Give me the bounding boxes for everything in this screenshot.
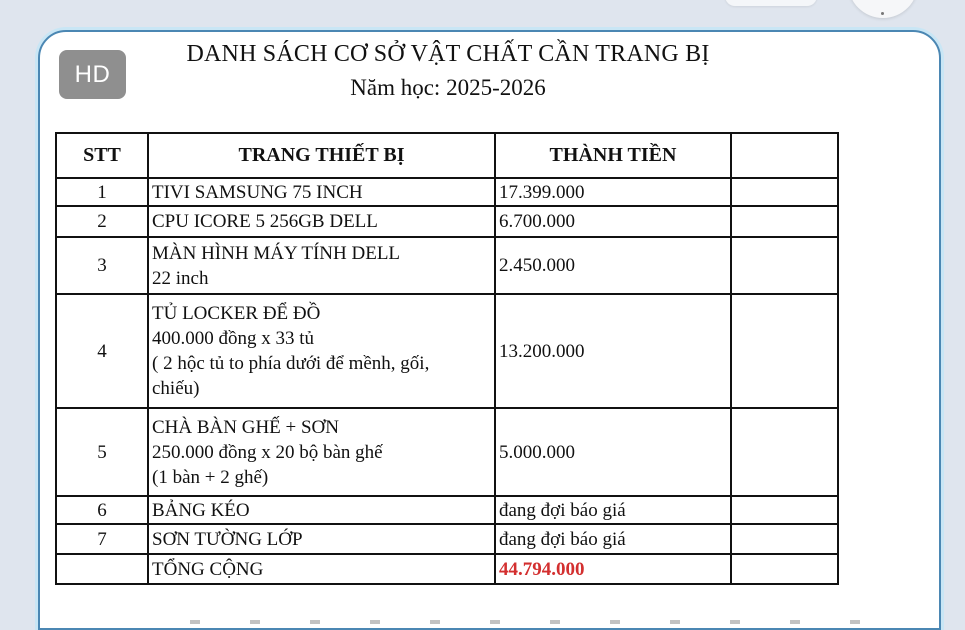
cell-stt: 4 — [56, 294, 148, 408]
table-row — [56, 206, 838, 237]
cell-item — [148, 524, 495, 554]
cell-item — [148, 496, 495, 524]
item-line: 22 inch — [152, 267, 209, 289]
table-row — [56, 237, 838, 294]
item-line: TIVI SAMSUNG 75 INCH — [152, 181, 363, 203]
table-header-row — [56, 133, 838, 178]
item-line: CHÀ BÀN GHẾ + SƠN — [152, 416, 340, 438]
cell-price: 5.000.000 — [495, 408, 731, 496]
item-line: MÀN HÌNH MÁY TÍNH DELL — [152, 242, 401, 264]
equipment-table — [55, 132, 839, 585]
cell-extra — [731, 408, 838, 496]
top-pill-button[interactable] — [725, 0, 817, 6]
cell-price: 6.700.000 — [495, 206, 731, 237]
cell-stt: 7 — [56, 524, 148, 554]
total-label: TỔNG CỘNG — [148, 554, 495, 584]
table-row — [56, 496, 838, 524]
item-line: SƠN TƯỜNG LỚP — [152, 528, 303, 550]
cell-item — [148, 408, 495, 496]
cell-stt: 1 — [56, 178, 148, 206]
cell-extra — [731, 237, 838, 294]
cell-price: 17.399.000 — [495, 178, 731, 206]
cell-extra — [731, 294, 838, 408]
table-row — [56, 178, 838, 206]
cell-price: 2.450.000 — [495, 237, 731, 294]
document-title: DANH SÁCH CƠ SỞ VẬT CHẤT CẦN TRANG BỊ — [186, 41, 710, 67]
cell-extra — [731, 524, 838, 554]
hd-badge[interactable]: HD — [59, 50, 126, 99]
item-line: TỦ LOCKER ĐỂ ĐỒ — [152, 303, 321, 324]
cell-item — [148, 294, 495, 408]
item-line: chiếu) — [152, 378, 200, 399]
cell-stt: 6 — [56, 496, 148, 524]
cell-stt: 2 — [56, 206, 148, 237]
cell-extra — [731, 178, 838, 206]
cell-price: 13.200.000 — [495, 294, 731, 408]
item-line: (1 bàn + 2 ghế) — [152, 466, 269, 488]
image-card[interactable] — [38, 30, 941, 630]
table-total-row — [56, 554, 838, 584]
item-line: 250.000 đồng x 20 bộ bàn ghế — [152, 441, 383, 463]
cell-price: đang đợi báo giá — [495, 496, 731, 524]
cell-item — [148, 206, 495, 237]
cell-price: đang đợi báo giá — [495, 524, 731, 554]
item-line: ( 2 hộc tủ to phía dưới để mềnh, gối, — [152, 353, 430, 374]
top-round-button[interactable] — [848, 0, 918, 18]
header-amount: THÀNH TIỀN — [495, 133, 731, 178]
more-icon — [881, 12, 884, 15]
cell-extra — [731, 554, 838, 584]
cell-item — [148, 237, 495, 294]
cell-extra — [731, 496, 838, 524]
item-line: 400.000 đồng x 33 tủ — [152, 328, 315, 349]
item-line: BẢNG KÉO — [152, 499, 250, 521]
document-subtitle: Năm học: 2025-2026 — [350, 75, 546, 100]
item-line: CPU ICORE 5 256GB DELL — [152, 211, 378, 232]
cut-off-text — [190, 620, 870, 624]
header-stt: STT — [56, 133, 148, 178]
table-row — [56, 524, 838, 554]
table-row — [56, 408, 838, 496]
cell-stt — [56, 554, 148, 584]
cell-item — [148, 178, 495, 206]
total-value: 44.794.000 — [495, 554, 731, 584]
header-equipment: TRANG THIẾT BỊ — [148, 133, 495, 178]
header-empty — [731, 133, 838, 178]
cell-stt: 5 — [56, 408, 148, 496]
cell-extra — [731, 206, 838, 237]
table-row — [56, 294, 838, 408]
cell-stt: 3 — [56, 237, 148, 294]
